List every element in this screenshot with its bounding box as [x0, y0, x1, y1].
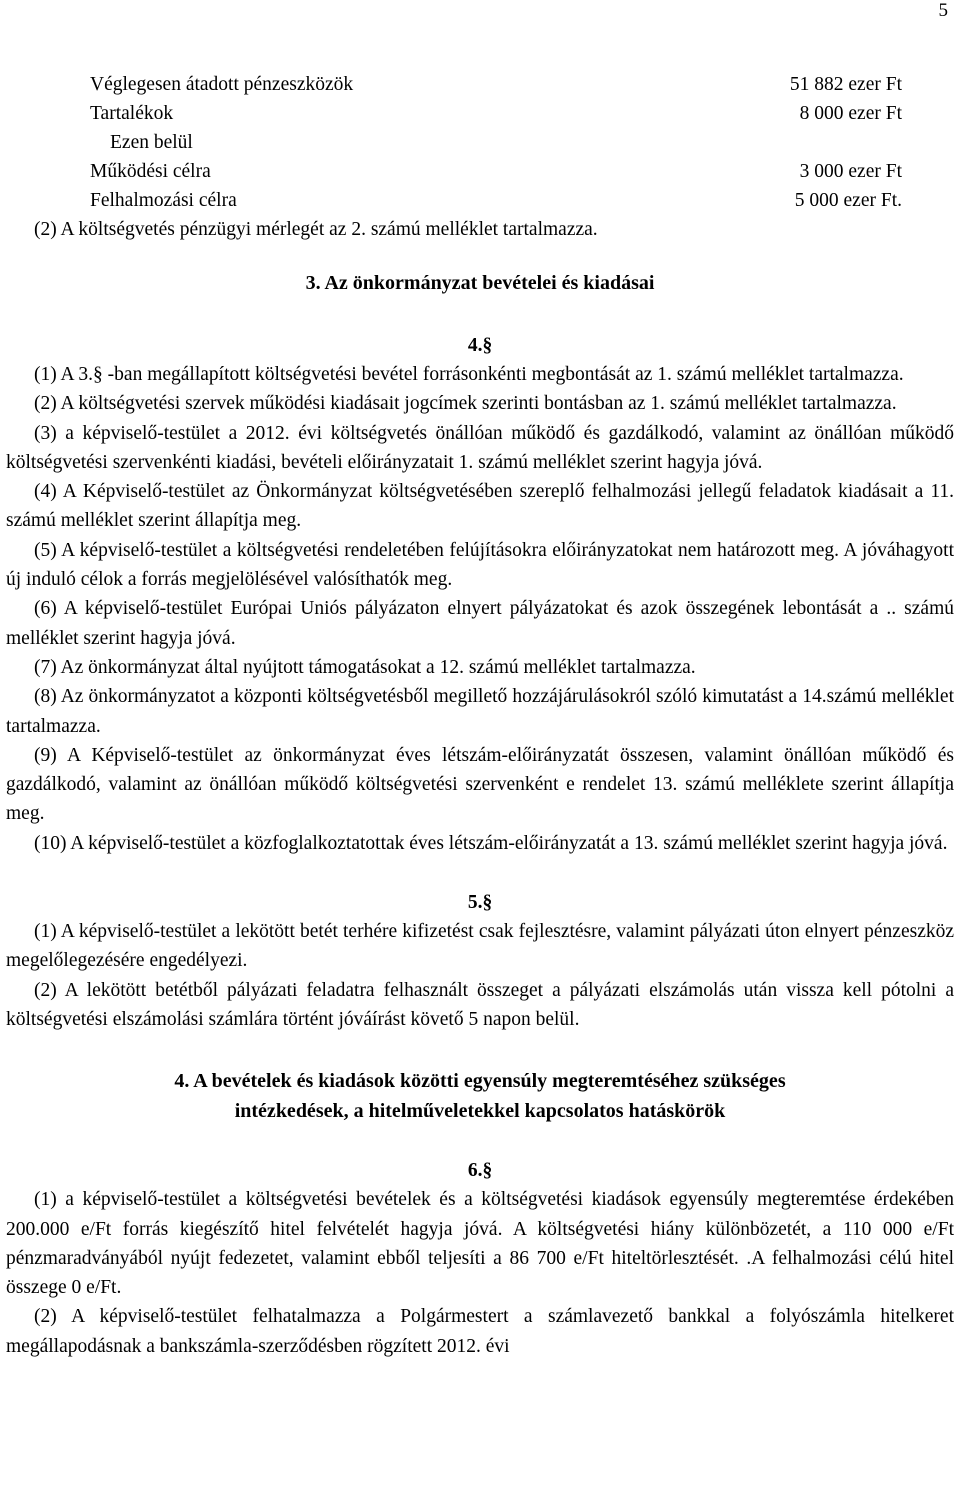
- paragraph-4-item: (1) A 3.§ -ban megállapított költségvetési bevétel forrásonkénti megbontását az 1. számú melléklet tartalmazza.: [34, 364, 904, 385]
- section-3-title: 3. Az önkormányzat bevételei és kiadásai: [305, 272, 655, 294]
- section-4-title: [6, 1066, 954, 1126]
- paragraph-4-item: (2) A költségvetési szervek működési kiadásait jogcímek szerinti bontásban az 1. számú melléklet tartalmazza.: [34, 393, 897, 415]
- paragraph-5-item: (2) A lekötött betétből pályázati feladatra felhasznált összeget a pályázati elszámolás után vissza kell pótolni a költségvetési elszámolási számlára történt jóváírást követő 5 napon belül.: [6, 979, 954, 1030]
- document-page: [6, 70, 954, 1361]
- paragraph-6-title: 6.§: [467, 1160, 493, 1182]
- paragraph-5-item: (1) A képviselő-testület a lekötött betét terhére kifizetést csak fejlesztésre, valamint pályázati úton elnyert pénzeszköz megelőlegezésére engedélyezi.: [6, 921, 954, 972]
- allocation-row: [90, 157, 902, 186]
- paragraph-4-item: (3) a képviselő-testület a 2012. évi költségvetés önállóan működő és gazdálkodó, valamint az önállóan működő költségvetési szervenkénti kiadási, bevételi előirányzatait 1. számú melléklet szerint hagyja jóvá.: [6, 422, 954, 473]
- allocation-list: [90, 70, 902, 215]
- allocation-label: Felhalmozási célra: [90, 190, 237, 211]
- paragraph-4-item: (7) Az önkormányzat által nyújtott támogatásokat a 12. számú melléklet tartalmazza.: [34, 656, 696, 678]
- allocation-value: 8 000 ezer Ft: [799, 103, 902, 124]
- intro-paragraph: (2) A költségvetés pénzügyi mérlegét az 2. számú melléklet tartalmazza.: [34, 219, 598, 240]
- allocation-row: [90, 70, 902, 99]
- paragraph-6-item: (1) a képviselő-testület a költségvetési bevételek és a költségvetési kiadások egyensúly megteremtése érdekében 200.000 e/Ft forrás kiegészítő hitel felvételét hagyja jóvá. A költségvetési hiány különbözetét, a 110 000 e/Ft pénzmaradványából nyújt fedezetet, valamint ebből teljesíti a 86 700 e/Ft hiteltörlesztését. .A felhalmozási célú hitel összege 0 e/Ft.: [6, 1189, 954, 1299]
- allocation-row: [90, 186, 902, 215]
- paragraph-4-item: (8) Az önkormányzatot a központi költségvetésből megillető hozzájárulásokról szóló kimutatást a 14.számú melléklet tartalmazza.: [6, 686, 954, 737]
- allocation-value: 5 000 ezer Ft.: [794, 190, 902, 211]
- paragraph-4-item: (4) A Képviselő-testület az Önkormányzat költségvetésében szereplő felhalmozási jellegű feladatok kiadásait a 11. számú melléklet szerint állapítja meg.: [6, 481, 954, 532]
- section-4-title-line: intézkedések, a hitelműveletekkel kapcsolatos hatáskörök: [234, 1100, 726, 1123]
- paragraph-5-title: 5.§: [467, 892, 493, 914]
- allocation-row: [90, 128, 902, 157]
- paragraph-4-item: (6) A képviselő-testület Európai Uniós pályázaton elnyert pályázatokat és azok összegének lebontását a .. számú melléklet szerint hagyja jóvá.: [6, 598, 954, 649]
- allocation-value: 3 000 ezer Ft: [799, 161, 902, 182]
- allocation-label: Véglegesen átadott pénzeszközök: [90, 74, 354, 95]
- allocation-label: Tartalékok: [90, 103, 174, 124]
- allocation-value: 51 882 ezer Ft: [789, 74, 902, 95]
- paragraph-4-item: (5) A képviselő-testület a költségvetési rendeletében felújításokra előirányzatokat nem határozott meg. A jóváhagyott új induló célok a forrás megjelölésével valósíthatók meg.: [6, 539, 954, 591]
- allocation-row: [90, 99, 902, 128]
- paragraph-6-item: (2) A képviselő-testület felhatalmazza a Polgármestert a számlavezető bankkal a folyószámla hitelkeret megállapodásnak a bankszámla-szerződésben rögzített 2012. évi: [6, 1306, 954, 1357]
- paragraph-4-item: (9) A Képviselő-testület az önkormányzat éves létszám-előirányzatát összesen, valamint önállóan működő és gazdálkodó, valamint az önállóan működő költségvetési szervenként e rendelet 13. számú melléklete szerint állapítja meg.: [6, 744, 954, 825]
- allocation-label: Ezen belül: [110, 132, 193, 153]
- section-4-title-line: 4. A bevételek és kiadások közötti egyensúly megteremtéséhez szükséges: [174, 1070, 786, 1093]
- allocation-label: Működési célra: [90, 161, 211, 182]
- paragraph-4-title: 4.§: [467, 335, 493, 356]
- paragraph-4-item: (10) A képviselő-testület a közfoglalkoztatottak éves létszám-előirányzatát a 13. számú melléklet szerint hagyja jóvá.: [34, 832, 948, 854]
- page-number: 5: [938, 0, 948, 21]
